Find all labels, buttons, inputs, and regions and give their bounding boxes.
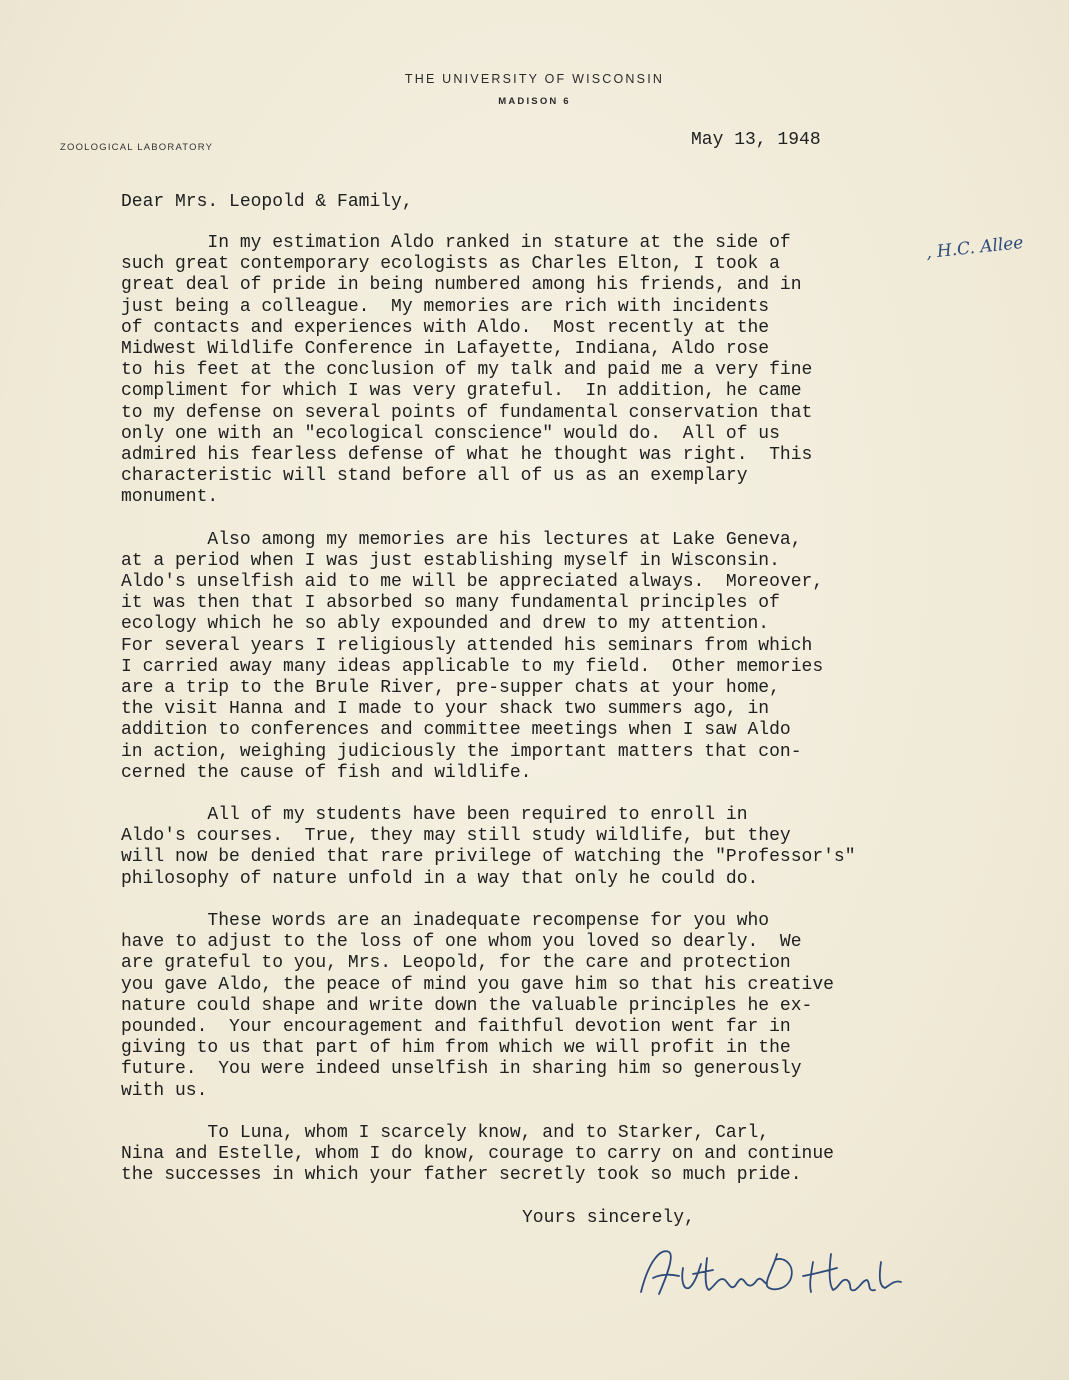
text-line: giving to us that part of him from which we will profit in the: [121, 1038, 791, 1059]
text-line: future. You were indeed unselfish in sharing him so generously: [121, 1059, 802, 1080]
text-line: addition to conferences and committee meetings when I saw Aldo: [121, 720, 791, 741]
text-line: These words are an inadequate recompense for you who: [121, 911, 770, 931]
letterhead-city: MADISON 6: [498, 96, 571, 107]
text-line: in action, weighing judiciously the important matters that con-: [121, 741, 802, 762]
text-line: cerned the cause of fish and wildlife.: [121, 762, 532, 783]
text-line: To Luna, whom I scarcely know, and to Starker, Carl,: [121, 1122, 770, 1143]
text-line: of contacts and experiences with Aldo. Most recently at the: [121, 317, 770, 338]
text-line: nature could shape and write down the valuable principles he ex-: [121, 995, 813, 1016]
text-line: Also among my memories are his lectures at Lake Geneva,: [121, 529, 802, 550]
text-line: to his feet at the conclusion of my talk and paid me a very fine: [121, 360, 813, 381]
letter-paragraph: [121, 233, 1021, 508]
text-line: compliment for which I was very grateful. In addition, he came: [121, 381, 802, 402]
text-line: only one with an "ecological conscience" would do. All of us: [121, 423, 780, 444]
signature-stroke: [641, 1251, 901, 1294]
letter-paragraph: [121, 805, 1021, 890]
text-line: are a trip to the Brule River, pre-supper chats at your home,: [121, 677, 780, 698]
text-line: just being a colleague. My memories are rich with incidents: [121, 296, 770, 317]
text-line: such great contemporary ecologists as Charles Elton, I took a: [121, 254, 780, 275]
letter-date: May 13, 1948: [691, 130, 821, 150]
text-line: In my estimation Aldo ranked in stature at the side of: [121, 233, 791, 253]
text-line: pounded. Your encouragement and faithful devotion went far in: [121, 1016, 791, 1037]
text-line: the successes in which your father secretly took so much pride.: [121, 1165, 802, 1186]
text-line: Aldo's courses. True, they may still study wildlife, but they: [121, 826, 791, 847]
letter-paragraph: [121, 1123, 1021, 1187]
text-line: the visit Hanna and I made to your shack two summers ago, in: [121, 699, 770, 720]
text-line: to my defense on several points of fundamental conservation that: [121, 402, 813, 423]
text-line: will now be denied that rare privilege of watching the "Professor's": [121, 847, 856, 868]
text-line: ecology which he so ably expounded and drew to my attention.: [121, 614, 770, 635]
letter-paragraph: [121, 911, 1021, 1102]
text-line: I carried away many ideas applicable to my field. Other memories: [121, 656, 824, 677]
handwritten-insertion: , H.C. Allee: [925, 232, 1025, 264]
text-line: it was then that I absorbed so many fundamental principles of: [121, 593, 780, 614]
text-line: Midwest Wildlife Conference in Lafayette, Indiana, Aldo rose: [121, 338, 770, 359]
text-line: great deal of pride in being numbered among his friends, and in: [121, 275, 802, 296]
text-line: admired his fearless defense of what he thought was right. This: [121, 444, 813, 465]
paragraph-gap: [121, 784, 1021, 805]
letterhead-institution: THE UNIVERSITY OF WISCONSIN: [404, 72, 665, 86]
text-line: For several years I religiously attended his seminars from which: [121, 635, 813, 656]
paragraph-gap: [121, 508, 1021, 529]
letter-salutation: Dear Mrs. Leopold & Family,: [121, 192, 413, 212]
letter-paragraph: [121, 530, 1021, 784]
paragraph-gap: [121, 1102, 1021, 1123]
letterhead-department: ZOOLOGICAL LABORATORY: [60, 142, 214, 153]
text-line: have to adjust to the loss of one whom you loved so dearly. We: [121, 932, 802, 953]
paragraph-gap: [121, 890, 1021, 911]
text-line: Nina and Estelle, whom I do know, courage to carry on and continue: [121, 1144, 834, 1165]
letter-closing: Yours sincerely,: [522, 1208, 695, 1228]
signature: [635, 1240, 915, 1310]
text-line: at a period when I was just establishing myself in Wisconsin.: [121, 550, 780, 571]
text-line: All of my students have been required to enroll in: [121, 805, 748, 826]
text-line: characteristic will stand before all of us as an exemplary: [121, 466, 748, 487]
text-line: monument.: [121, 487, 219, 508]
text-line: you gave Aldo, the peace of mind you gave him so that his creative: [121, 974, 834, 995]
text-line: are grateful to you, Mrs. Leopold, for the care and protection: [121, 953, 791, 974]
letter-body: [121, 233, 1021, 1186]
text-line: Aldo's unselfish aid to me will be appreciated always. Moreover,: [121, 572, 824, 592]
text-line: philosophy of nature unfold in a way that only he could do.: [121, 868, 759, 889]
text-line: with us.: [121, 1080, 208, 1101]
